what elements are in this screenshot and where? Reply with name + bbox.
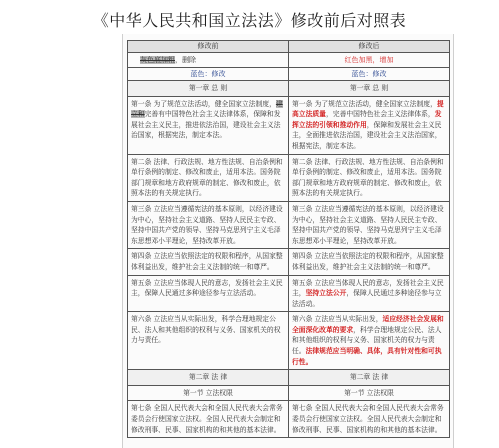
chapter-after: 第二章 法 律 (289, 370, 450, 386)
article-after: 第二条 法律、行政法规、地方性法规、自治条例和单行条例的制定、修改和废止，适用本法。国务院部门规章和地方政府规章的制定、修改和废止，依照本法的有关规定执行。 (289, 154, 450, 201)
article-before: 第六条 立法应当从实际出发，科学合理地规定公民、法人和其他组织的权利与义务、国家机关的权力与责任。 (128, 312, 289, 370)
section-after: 第一节 立法权限 (289, 385, 450, 401)
document-page (122, 34, 454, 448)
text-span: 第五条 立法应当体现人民的意志，发扬社会主义民主， (292, 278, 444, 298)
header-row (128, 41, 450, 53)
added-text: 提高立法质量 (292, 99, 444, 119)
text-span: 第六条 立法应当从实际出发， (292, 315, 383, 324)
added-text: 发挥立法的引领和推动作用 (292, 110, 442, 129)
deleted-text: 建立和 (131, 99, 283, 119)
article-row (128, 401, 450, 438)
article-before: 第七条 全国人民代表大会和全国人民代表大会常务委员会行使国家立法权。全国人民代表大会制定和修改刑事、民事、国家机构的和其他的基本法律。 (128, 401, 289, 438)
legend-strike-sample: 灰色底加粗 (140, 56, 175, 64)
text-span: ，完善中国特色社会主义法律体系， (325, 110, 435, 119)
header-after: 修改后 (289, 41, 450, 53)
article-before: 第五条 立法应当体现人民的意志，发扬社会主义民主，保障人民通过多种途径参与立法活动。 (128, 275, 289, 312)
chapter-before: 第一章 总 则 (128, 81, 289, 97)
text-span: ，保障和发展社会主义民主，全面推进依法治国，建设社会主义法治国家，根据宪法，制定本法。 (292, 120, 442, 150)
legend-row (128, 53, 450, 68)
blue-legend-row (128, 68, 450, 81)
legend-red-sample: 红色加黑，增加 (344, 56, 394, 64)
blue-legend-left: 蓝色：修改 (128, 68, 289, 81)
added-text: 法律规范应当明确、具体，具有针对性和可执行性。 (292, 347, 442, 366)
chapter-row (128, 370, 450, 386)
article-before: 第四条 立法应当依照法定的权限和程序，从国家整体利益出发，维护社会主义法制的统一和尊严。 (128, 249, 289, 275)
added-text: 坚持立法公开 (305, 289, 347, 298)
article-after: 第四条 立法应当依照法定的权限和程序，从国家整体利益出发，维护社会主义法制的统一和尊严。 (289, 249, 450, 275)
article-after (289, 275, 450, 312)
text-span: ，科学合理地规定公民、法人和其他组织的权利与义务、国家机关的权力与责任。 (292, 325, 442, 356)
article-after: 第三条 立法应当遵循宪法的基本原则，以经济建设为中心，坚持社会主义道路、坚持人民民主专政、坚持中国共产党的领导、坚持马克思列宁主义毛泽东思想邓小平理论，坚持改革开放。 (289, 201, 450, 248)
comparison-table (127, 40, 450, 438)
article-row (128, 96, 450, 154)
legend-right (289, 53, 450, 68)
article-row (128, 275, 450, 312)
chapter-before: 第二章 法 律 (128, 370, 289, 386)
blue-legend-right: 蓝色：修改 (289, 68, 450, 81)
article-after: 第七条 全国人民代表大会和全国人民代表大会常务委员会行使国家立法权。全国人民代表大会制定和修改刑事、民事、国家机构的和其他的基本法律。 (289, 401, 450, 438)
page-title: 《中华人民共和国立法法》修改前后对照表 (92, 11, 407, 30)
chapter-after: 第一章 总 则 (289, 81, 450, 97)
section-row (128, 385, 450, 401)
legend-left-note: ，删除 (175, 56, 196, 64)
article-after (289, 96, 450, 154)
text-span: 第一条 为了规范立法活动，健全国家立法制度， (292, 99, 437, 108)
added-text: 适应经济社会发展和全面深化改革的要求 (292, 315, 444, 334)
article-before: 第三条 立法应当遵循宪法的基本原则，以经济建设为中心，坚持社会主义道路、坚持人民民主专政、坚持中国共产党的领导、坚持马克思列宁主义毛泽东思想邓小平理论，坚持改革开放。 (128, 201, 289, 248)
article-row (128, 201, 450, 248)
article-row (128, 154, 450, 201)
legend-left (128, 53, 289, 68)
article-row (128, 312, 450, 370)
section-before: 第一节 立法权限 (128, 385, 289, 401)
chapter-row (128, 81, 450, 97)
text-span: ，保障人民通过多种途径参与立法活动。 (292, 289, 442, 308)
text-span: 完善有中国特色社会主义法律体系，保障和发展社会主义民主，推进依法治国，建设社会主义法治国家，根据宪法，制定本法。 (131, 110, 281, 140)
article-before: 第二条 法律、行政法规、地方性法规、自治条例和单行条例的制定、修改和废止，适用本法。国务院部门规章和地方政府规章的制定、修改和废止，依照本法的有关规定执行。 (128, 154, 289, 201)
article-before (128, 96, 289, 154)
article-row (128, 249, 450, 275)
article-after (289, 312, 450, 370)
header-before: 修改前 (128, 41, 289, 53)
text-span: 第一条 为了规范立法活动，健全国家立法制度， (131, 99, 276, 108)
